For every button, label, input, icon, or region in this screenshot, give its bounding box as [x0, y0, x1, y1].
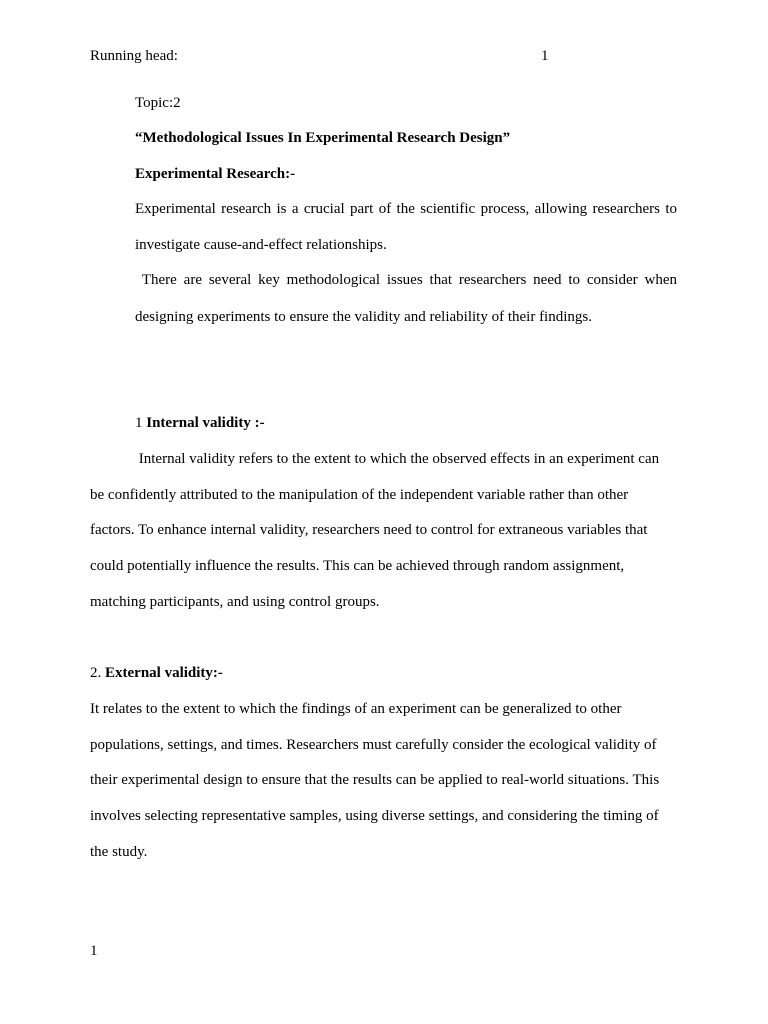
running-head: Running head:: [90, 48, 178, 64]
footer-page-number: 1: [90, 943, 98, 959]
intro-paragraph-1-line-1: Experimental research is a crucial part of the scientific process, allowing researchers to: [135, 201, 677, 217]
external-validity-heading: [90, 664, 223, 682]
internal-validity-line-4: could potentially influence the results. This can be achieved through random assignment,: [90, 558, 625, 574]
internal-validity-number: 1: [135, 415, 147, 431]
external-validity-title: External validity:-: [105, 665, 223, 681]
intro-paragraph-1-line-2: investigate cause-and-effect relationships.: [135, 237, 387, 253]
external-validity-line-1: It relates to the extent to which the findings of an experiment can be generalized to other: [90, 701, 622, 717]
internal-validity-line-1: Internal validity refers to the extent to which the observed effects in an experiment can: [135, 451, 660, 467]
internal-validity-line-2: be confidently attributed to the manipulation of the independent variable rather than other: [90, 487, 629, 503]
header-page-number: 1: [541, 48, 549, 64]
external-validity-line-5: the study.: [90, 844, 148, 860]
document-title: “Methodological Issues In Experimental Research Design”: [135, 130, 511, 146]
section-heading: Experimental Research:-: [135, 166, 296, 182]
external-validity-line-3: their experimental design to ensure that the results can be applied to real-world situations. This: [90, 772, 660, 788]
external-validity-line-4: involves selecting representative samples, using diverse settings, and considering the timing of: [90, 808, 659, 824]
internal-validity-title: Internal validity :-: [146, 415, 265, 431]
intro-paragraph-2-line-1: There are several key methodological issues that researchers need to consider when: [135, 272, 678, 288]
internal-validity-line-3: factors. To enhance internal validity, researchers need to control for extraneous variables that: [90, 522, 648, 538]
topic-label: Topic:2: [135, 95, 181, 111]
intro-paragraph-2-line-2: designing experiments to ensure the validity and reliability of their findings.: [135, 309, 592, 325]
external-validity-line-2: populations, settings, and times. Researchers must carefully consider the ecological validity of: [90, 737, 657, 753]
internal-validity-line-5: matching participants, and using control groups.: [90, 594, 380, 610]
internal-validity-heading: [135, 414, 265, 432]
external-validity-number: 2.: [90, 665, 105, 681]
